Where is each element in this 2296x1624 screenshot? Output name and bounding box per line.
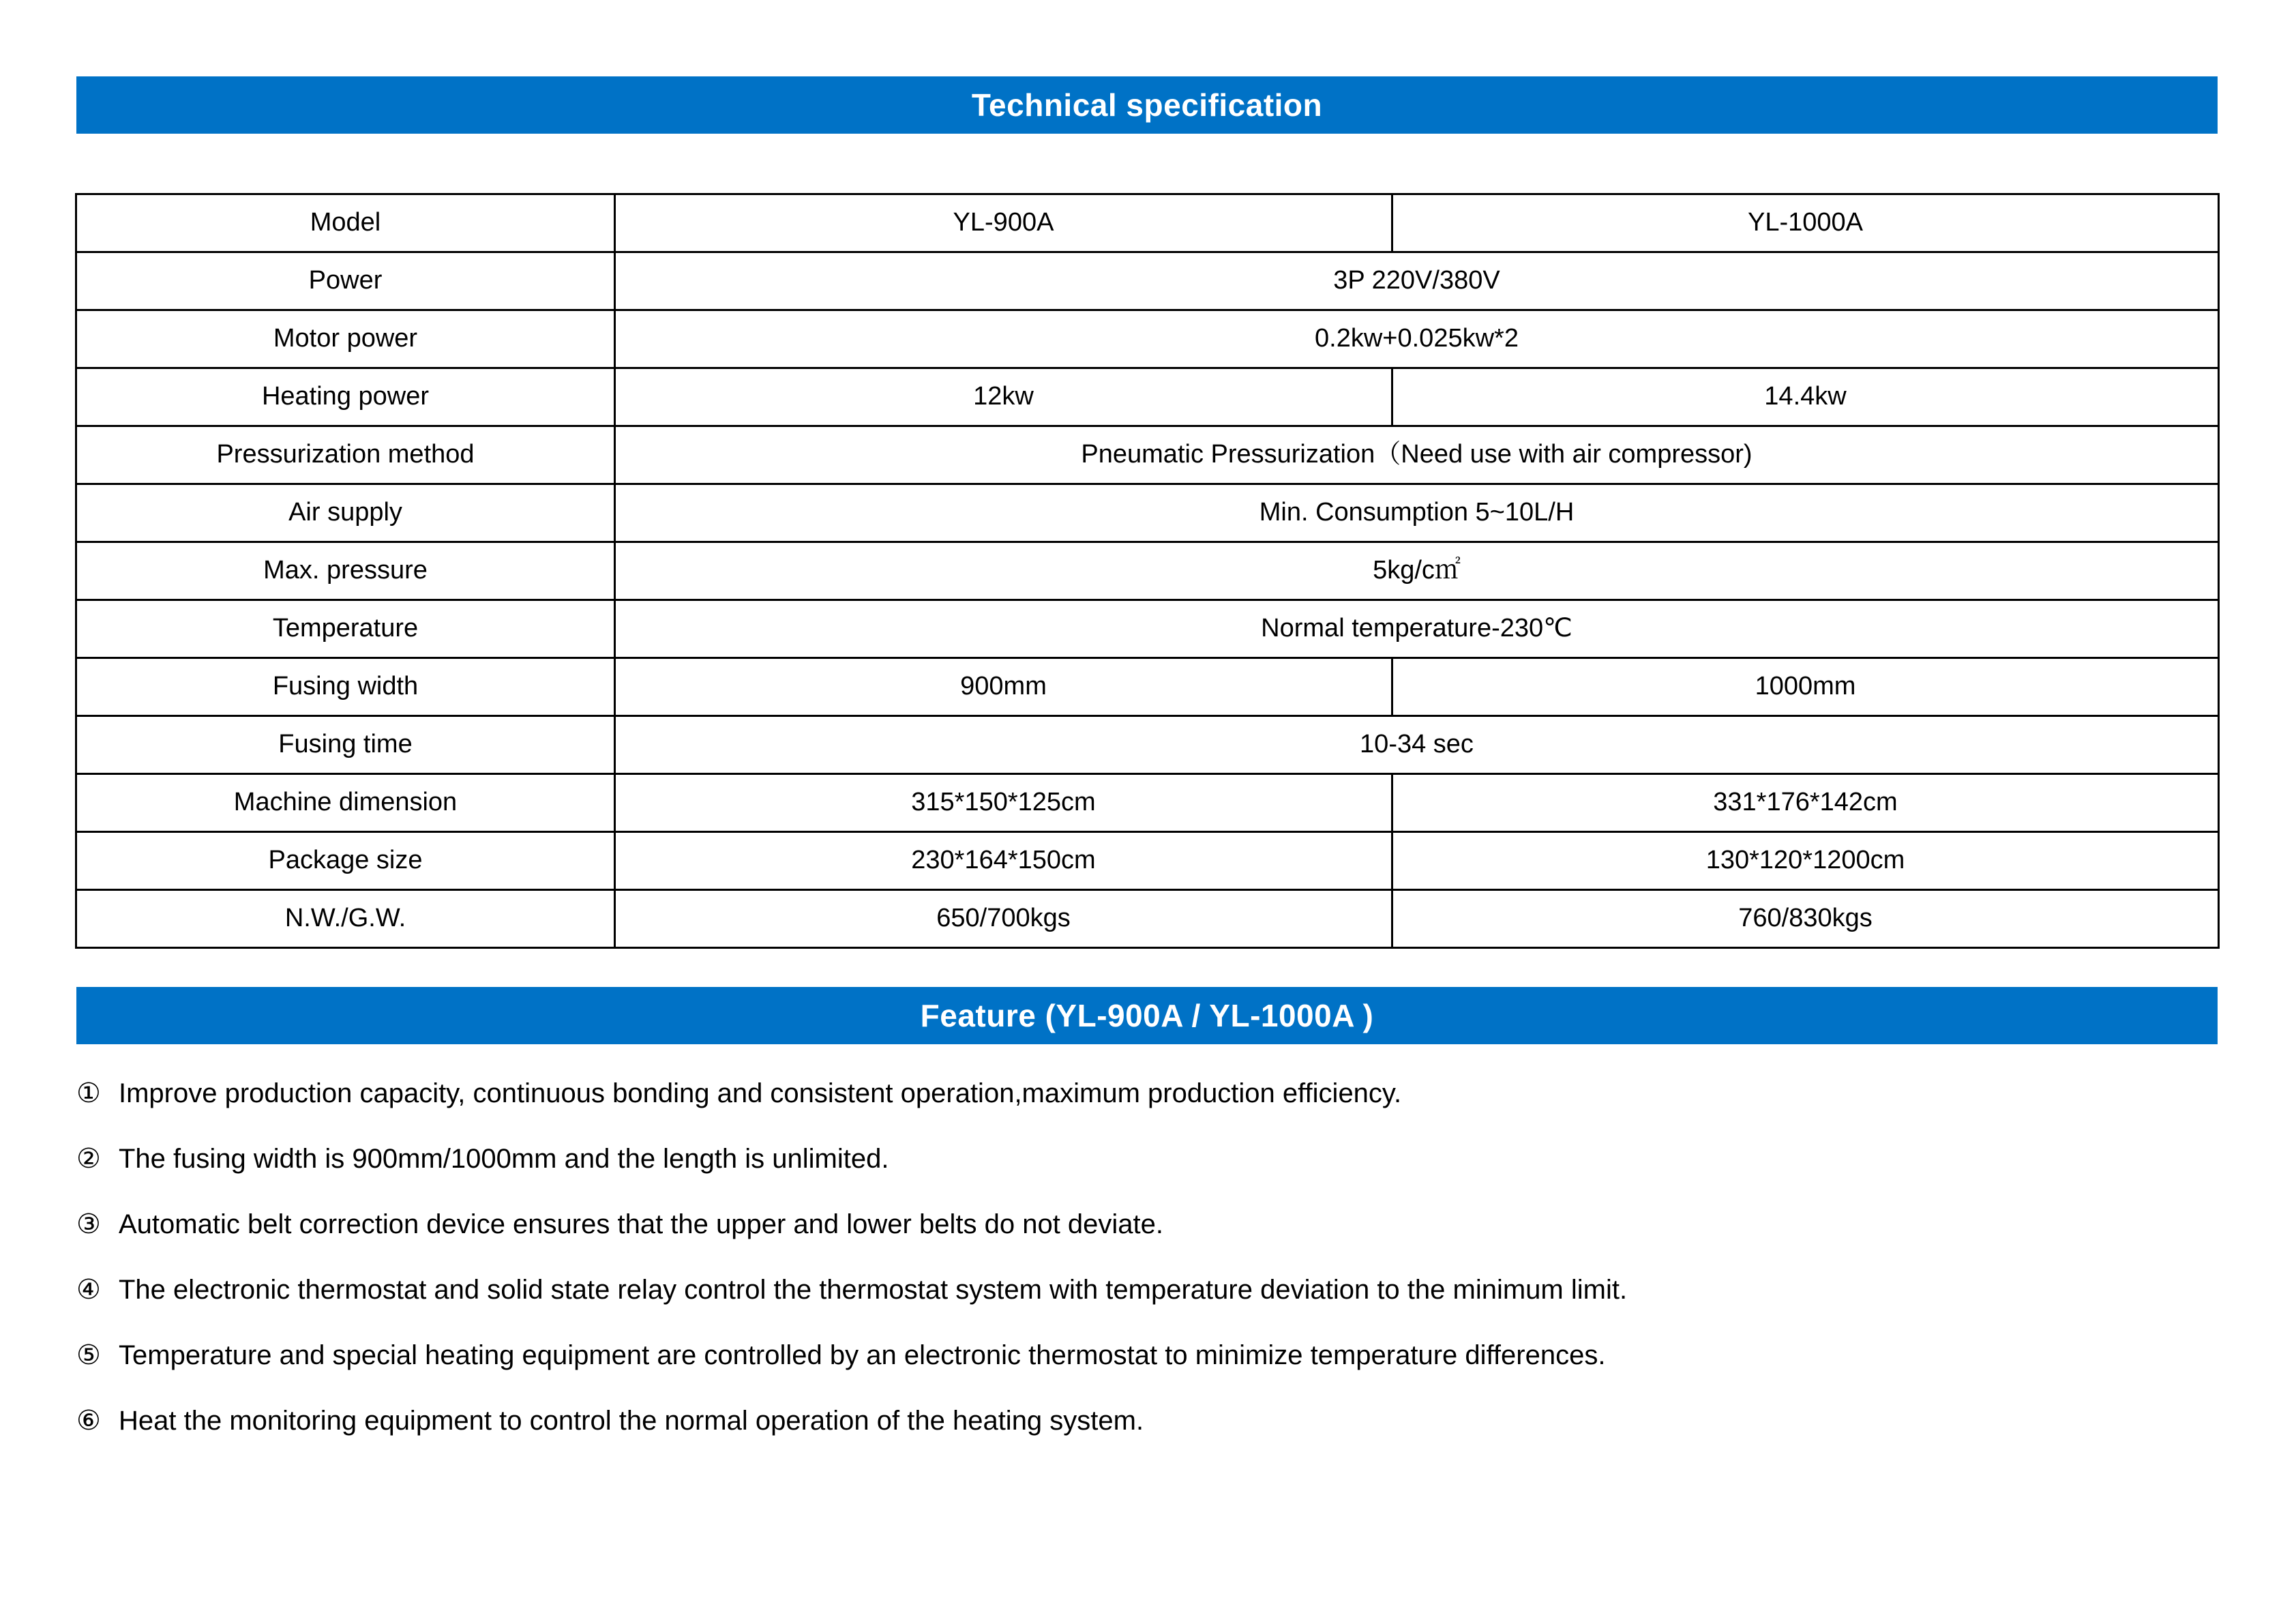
feature-number-icon: ① <box>76 1078 101 1108</box>
spec-value-cell-yl1000a: 331*176*142cm <box>1392 774 2219 832</box>
feature-number-icon: ④ <box>76 1275 101 1305</box>
spec-value-cell-yl900a: 230*164*150cm <box>615 832 1392 890</box>
spec-value-cell-yl900a: 315*150*125cm <box>615 774 1392 832</box>
feature-number-icon: ⑥ <box>76 1406 101 1436</box>
spec-label-cell: Pressurization method <box>76 426 615 484</box>
list-item <box>76 1207 2231 1258</box>
feature-number-icon: ⑤ <box>76 1340 101 1370</box>
spec-label-cell: N.W./G.W. <box>76 890 615 948</box>
feature-number-icon: ② <box>76 1144 101 1174</box>
spec-label-cell: Fusing width <box>76 658 615 716</box>
feature-text: Improve production capacity, continuous bonding and consistent operation,maximum production efficiency. <box>119 1078 1402 1108</box>
spec-label-cell: Max. pressure <box>76 542 615 600</box>
spec-label-cell: Temperature <box>76 600 615 658</box>
technical-specification-title: Technical specification <box>971 87 1323 123</box>
spec-label-cell: Package size <box>76 832 615 890</box>
specification-table-body <box>76 194 2219 948</box>
table-row <box>76 252 2219 310</box>
technical-specification-header <box>76 76 2218 134</box>
feature-number-icon: ③ <box>76 1209 101 1239</box>
spec-value-cell-yl900a: 650/700kgs <box>615 890 1392 948</box>
table-row <box>76 658 2219 716</box>
spec-label-cell: Model <box>76 194 615 252</box>
spec-value-cell-shared: Min. Consumption 5~10L/H <box>615 484 2219 542</box>
table-row <box>76 194 2219 252</box>
spec-value-cell-shared: 10-34 sec <box>615 716 2219 774</box>
feature-text: The electronic thermostat and solid state relay control the thermostat system with temperature deviation to the minimum limit. <box>119 1275 1628 1305</box>
feature-list <box>76 1076 2231 1469</box>
feature-text: Temperature and special heating equipment are controlled by an electronic thermostat to minimize temperature differences. <box>119 1340 1606 1370</box>
spec-value-cell-shared: 5kg/c㎡ <box>615 542 2219 600</box>
spec-label-cell: Power <box>76 252 615 310</box>
table-row <box>76 542 2219 600</box>
feature-text: Automatic belt correction device ensures that the upper and lower belts do not deviate. <box>119 1209 1164 1239</box>
specification-table-container <box>75 193 2218 949</box>
table-row <box>76 484 2219 542</box>
table-row <box>76 426 2219 484</box>
spec-label-cell: Motor power <box>76 310 615 368</box>
list-item <box>76 1142 2231 1192</box>
spec-label-cell: Heating power <box>76 368 615 426</box>
table-row <box>76 368 2219 426</box>
spec-value-cell-yl900a: 900mm <box>615 658 1392 716</box>
spec-label-cell: Fusing time <box>76 716 615 774</box>
table-row <box>76 716 2219 774</box>
spec-value-cell-yl1000a: 760/830kgs <box>1392 890 2219 948</box>
table-row <box>76 890 2219 948</box>
spec-value-cell-yl900a: YL-900A <box>615 194 1392 252</box>
feature-title: Feature (YL-900A / YL-1000A ) <box>920 998 1374 1033</box>
spec-value-cell-shared: Normal temperature-230℃ <box>615 600 2219 658</box>
spec-label-cell: Air supply <box>76 484 615 542</box>
spec-label-cell: Machine dimension <box>76 774 615 832</box>
feature-header <box>76 987 2218 1044</box>
spec-value-cell-shared: 3P 220V/380V <box>615 252 2219 310</box>
spec-value-cell-yl1000a: 14.4kw <box>1392 368 2219 426</box>
list-item <box>76 1273 2231 1323</box>
feature-text: The fusing width is 900mm/1000mm and the length is unlimited. <box>119 1144 889 1174</box>
spec-value-cell-shared: Pneumatic Pressurization（Need use with air compressor) <box>615 426 2219 484</box>
spec-value-cell-shared: 0.2kw+0.025kw*2 <box>615 310 2219 368</box>
list-item <box>76 1338 2231 1389</box>
list-item <box>76 1404 2231 1454</box>
table-row <box>76 832 2219 890</box>
spec-value-cell-yl900a: 12kw <box>615 368 1392 426</box>
spec-value-cell-yl1000a: YL-1000A <box>1392 194 2219 252</box>
feature-text: Heat the monitoring equipment to control the normal operation of the heating system. <box>119 1406 1144 1436</box>
spec-value-cell-yl1000a: 130*120*1200cm <box>1392 832 2219 890</box>
table-row <box>76 310 2219 368</box>
table-row <box>76 600 2219 658</box>
list-item <box>76 1076 2231 1127</box>
spec-value-cell-yl1000a: 1000mm <box>1392 658 2219 716</box>
specification-table <box>75 193 2220 949</box>
table-row <box>76 774 2219 832</box>
